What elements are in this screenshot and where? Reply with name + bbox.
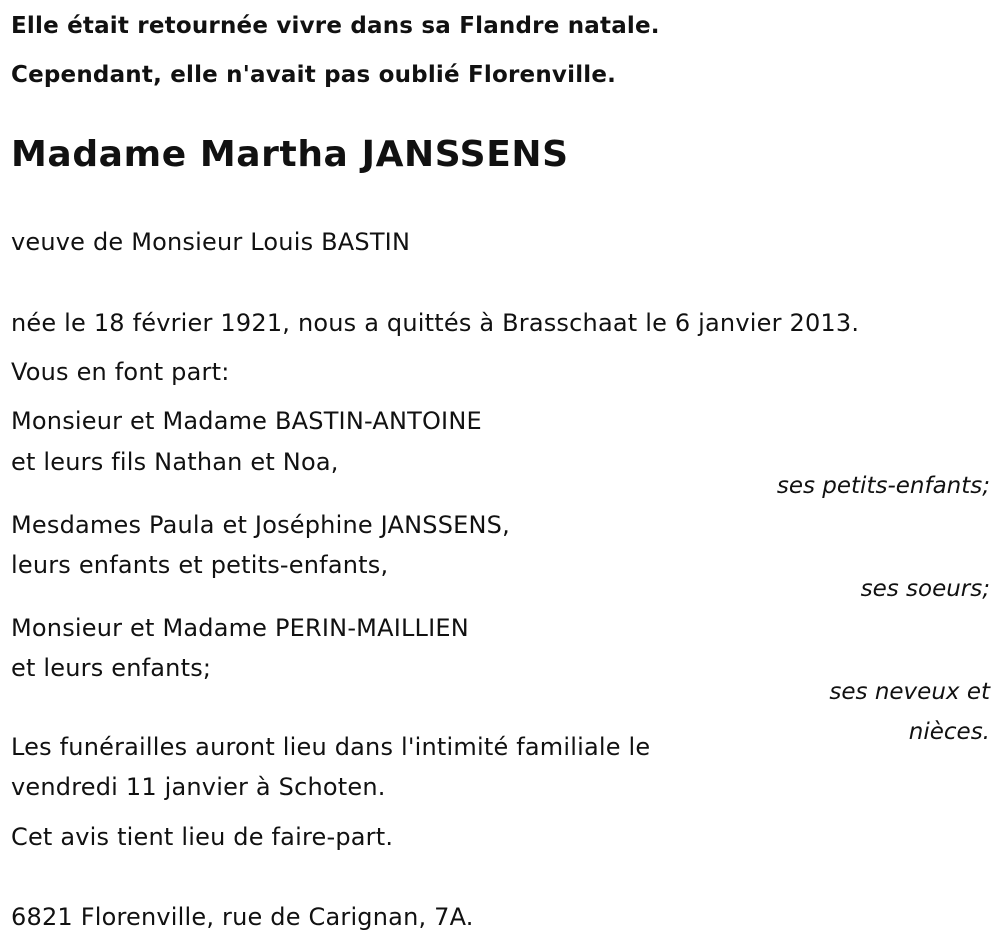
announcement-line: Vous en font part: — [11, 358, 230, 386]
family-3-line-2: et leurs enfants; — [11, 654, 212, 682]
funeral-line-1: Les funérailles auront lieu dans l'intimité familiale le — [11, 733, 651, 761]
family-3-relation-line-1: ses neveux et — [829, 679, 990, 705]
family-3-relation-line-2: nièces. — [908, 719, 990, 745]
family-2-line-2: leurs enfants et petits-enfants, — [11, 551, 389, 579]
address-line: 6821 Florenville, rue de Carignan, 7A. — [11, 903, 474, 931]
family-1-relation: ses petits-enfants; — [776, 473, 990, 499]
family-1-line-1: Monsieur et Madame BASTIN-ANTOINE — [11, 407, 482, 435]
family-3-line-1: Monsieur et Madame PERIN-MAILLIEN — [11, 614, 469, 642]
intro-line-1: Elle était retournée vivre dans sa Flandre natale. — [11, 13, 660, 39]
notice-line: Cet avis tient lieu de faire-part. — [11, 823, 394, 851]
widow-of-line: veuve de Monsieur Louis BASTIN — [11, 228, 411, 256]
dates-line: née le 18 février 1921, nous a quittés à Brasschaat le 6 janvier 2013. — [11, 309, 860, 337]
family-1-line-2: et leurs fils Nathan et Noa, — [11, 448, 339, 476]
family-2-line-1: Mesdames Paula et Joséphine JANSSENS, — [11, 511, 510, 539]
funeral-line-2: vendredi 11 janvier à Schoten. — [11, 773, 386, 801]
family-2-relation: ses soeurs; — [860, 576, 990, 602]
intro-line-2: Cependant, elle n'avait pas oublié Florenville. — [11, 62, 617, 88]
deceased-name: Madame Martha JANSSENS — [11, 134, 569, 175]
